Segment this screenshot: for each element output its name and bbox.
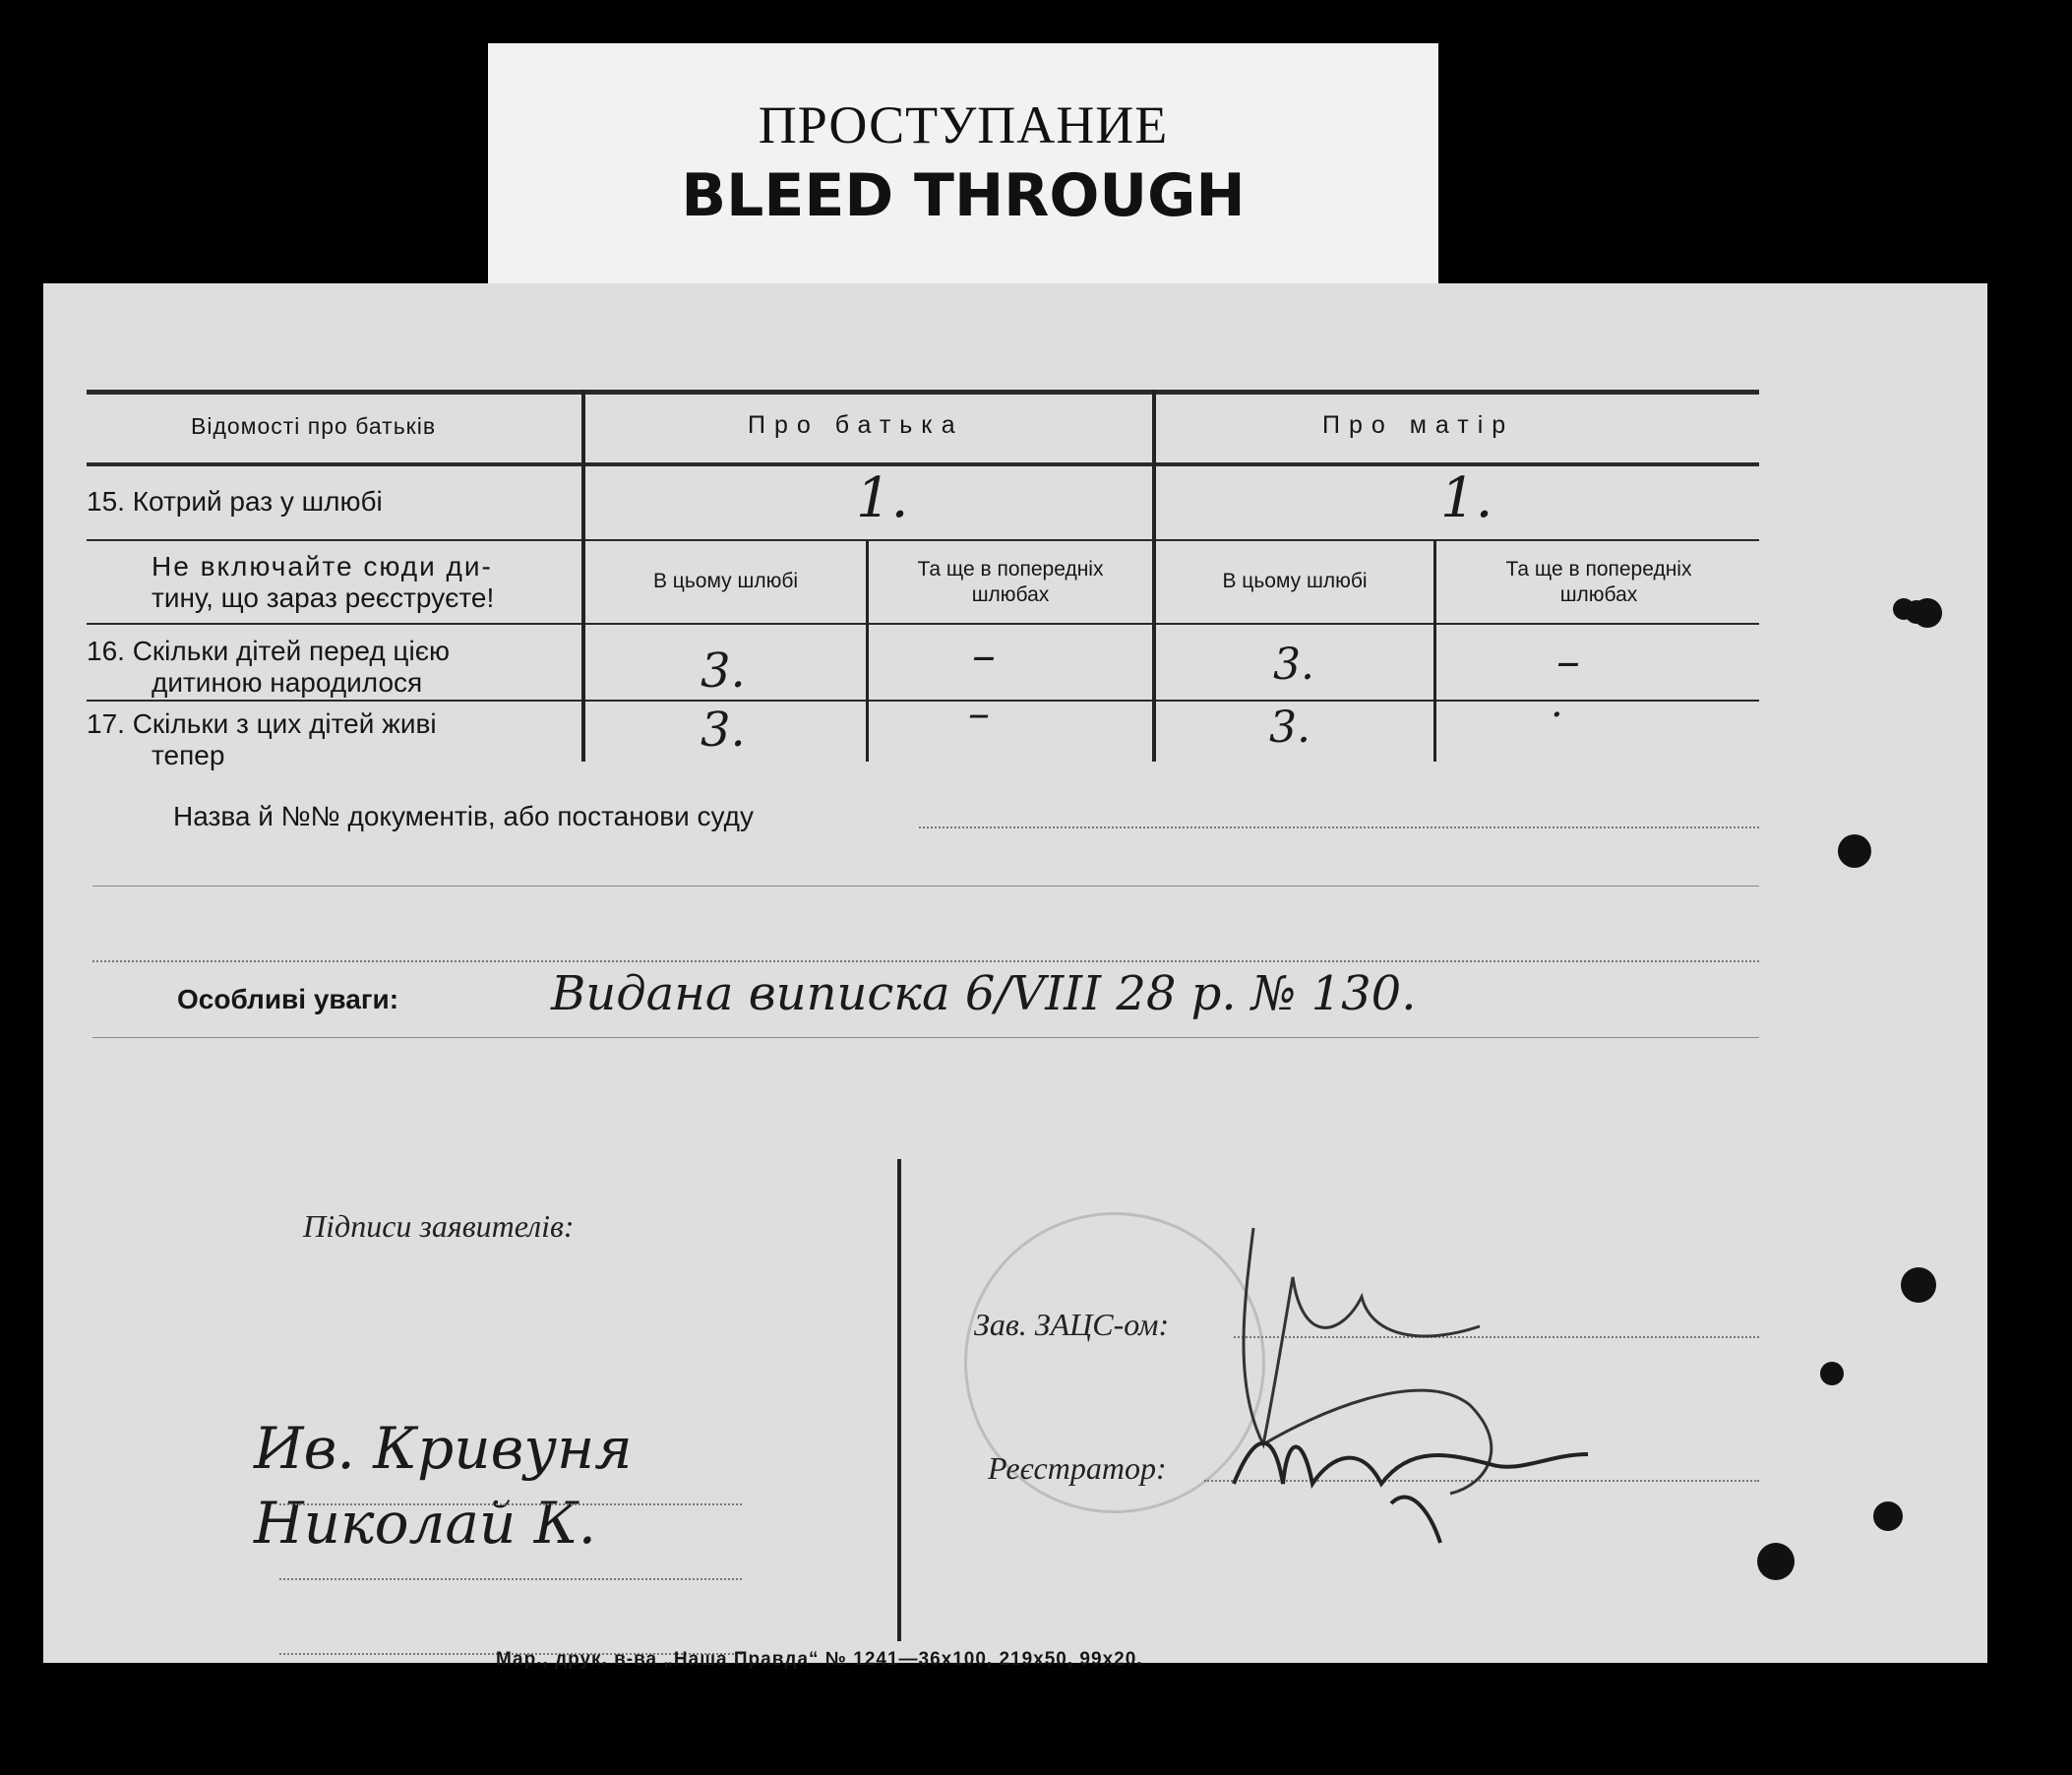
row15-bottom-rule: [87, 539, 1759, 541]
header-mother: Про матір: [1322, 411, 1515, 439]
applicants-signatures-label: Підписи заявителів:: [303, 1208, 575, 1244]
q17-mother-prev: ·: [1551, 693, 1563, 738]
documents-label: Назва й №№ документів, або постанови суду: [173, 801, 754, 831]
header-parents-info: Відомості про батьків: [191, 413, 437, 439]
label-english: BLEED THROUGH: [681, 161, 1246, 230]
q15-mother-value: 1.: [1440, 466, 1493, 530]
punch-hole: [1913, 598, 1942, 628]
q15-label: 15. Котрий раз у шлюбі: [87, 486, 383, 517]
registry-form-page: [43, 283, 1987, 1670]
father-this-marriage-header: В цьому шлюбі: [652, 570, 799, 592]
father-prev-marriages-header-line2: шлюбах: [971, 583, 1050, 606]
row16-bottom-rule: [87, 700, 1759, 702]
q17-father-this: 3.: [701, 703, 746, 758]
mother-prev-marriages-header-line2: шлюбах: [1559, 583, 1638, 606]
punch-hole: [1838, 834, 1871, 868]
q16-father-prev: –: [972, 628, 996, 683]
bleed-through-label-card: [488, 43, 1438, 285]
table-top-rule: [87, 390, 1759, 395]
punch-hole: [1901, 1267, 1936, 1303]
q16-father-this: 3.: [701, 643, 746, 699]
mother-prev-marriages-header-line1: Та ще в попередніх: [1505, 558, 1692, 581]
special-notes-label: Особливі уваги:: [177, 984, 399, 1014]
note-line1: Не включайте сюди ди-: [152, 551, 493, 581]
registrar-label: Реєстратор:: [988, 1450, 1167, 1486]
signature-divider: [897, 1159, 901, 1641]
q16-line2: дитиною народилося: [152, 667, 423, 698]
mother-this-marriage-header: В цьому шлюбі: [1222, 570, 1368, 592]
zags-head-label: Зав. ЗАЦС-ом:: [974, 1307, 1170, 1342]
q17-line2: тепер: [152, 740, 225, 770]
official-signatures: [1194, 1189, 1647, 1602]
q16-mother-this: 3.: [1273, 640, 1314, 690]
note-line2: тину, що зараз реєструєте!: [152, 582, 495, 613]
documents-line-3: [92, 960, 1759, 962]
q16-mother-prev: –: [1556, 634, 1580, 689]
applicant-signature-line2: Николай К.: [254, 1490, 597, 1557]
special-notes-value: Видана виписка 6/VIII 28 р. № 130.: [551, 966, 1417, 1021]
father-prev-marriages-header-line1: Та ще в попередніх: [917, 558, 1104, 581]
q16-line1: 16. Скільки дітей перед цією: [87, 636, 450, 666]
applicant-sign-line-1: [279, 1503, 742, 1505]
special-notes-line: [92, 1037, 1759, 1038]
subheader-bottom-rule: [87, 623, 1759, 625]
label-russian: ПРОСТУПАНИЕ: [758, 95, 1169, 154]
applicant-signature-line1: Ив. Кривуня: [254, 1415, 633, 1482]
header-bottom-rule: [87, 462, 1759, 466]
q17-mother-this: 3.: [1269, 703, 1310, 753]
documents-line-1: [919, 826, 1759, 828]
printer-footer: Мар., друк. в-ва „Наша Правда“ № 1241—36х100, 219х50, 99х20.: [496, 1649, 1143, 1670]
punch-hole: [1873, 1501, 1903, 1531]
q17-father-prev: –: [968, 689, 990, 739]
q15-father-value: 1.: [856, 466, 909, 530]
punch-hole: [1757, 1543, 1795, 1580]
q17-line1: 17. Скільки з цих дітей живі: [87, 708, 437, 739]
header-father: Про батька: [748, 411, 964, 439]
documents-line-2: [92, 886, 1759, 887]
applicant-sign-line-2: [279, 1578, 742, 1580]
punch-hole: [1820, 1362, 1844, 1385]
